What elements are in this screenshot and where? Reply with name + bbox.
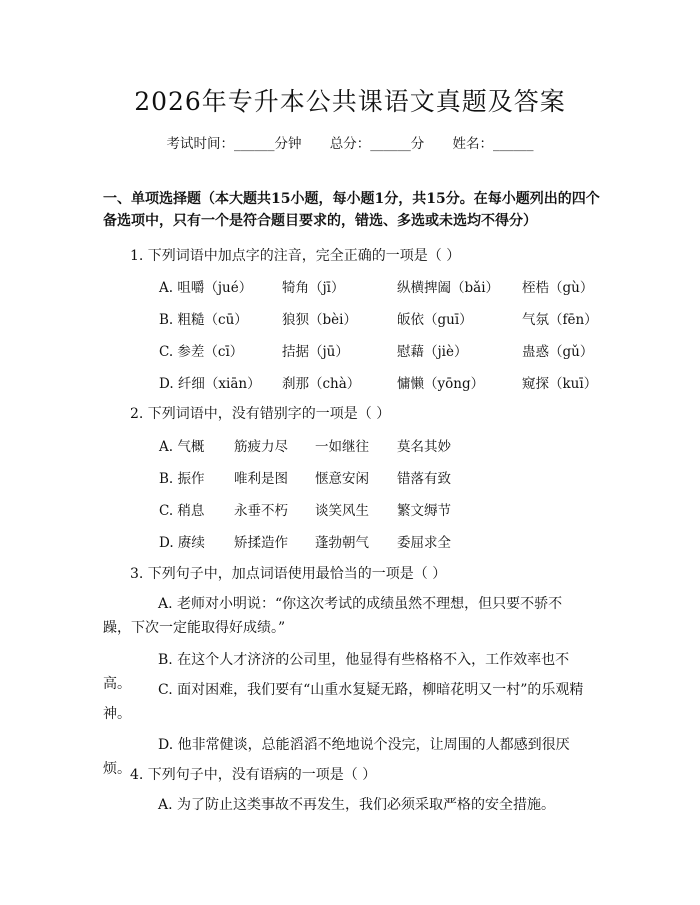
question-2-stem: 2. 下列词语中，没有错别字的一项是（ ） (130, 406, 391, 422)
q1-option-a-word3: 纵横捭阖（bǎi） (397, 280, 500, 296)
q3-option-a: A. 老师对小明说：“你这次考试的成绩虽然不理想，但只要不骄不躁，下次一定能取得好成绩。” (103, 596, 563, 636)
total-score-label: 总分：______分 (329, 136, 425, 152)
section-heading: 一、单项选择题（本大题共15小题，每小题1分，共15分。在每小题列出的四个备选项中，只有一个是符合题目要求的，错选、多选或未选均不得分） (103, 191, 600, 229)
question-1-stem: 1. 下列词语中加点字的注音，完全正确的一项是（ ） (130, 248, 461, 264)
q1-option-c-word2: 拮据（jū） (282, 344, 349, 360)
q2-option-b-word1: B. 振作 (159, 471, 205, 487)
q1-option-d-word4: 窥探（kuī） (522, 376, 598, 392)
q2-option-c-word3: 谈笑风生 (315, 503, 369, 519)
q2-option-c-word2: 永垂不朽 (234, 503, 288, 519)
q1-option-a-word4: 桎梏（gù） (522, 280, 594, 296)
q2-option-b-word2: 唯利是图 (234, 471, 288, 487)
q3-option-d: D. 他非常健谈，总能滔滔不绝地说个没完，让周围的人都感到很厌烦。 (103, 737, 570, 777)
question-4-stem: 4. 下列句子中，没有语病的一项是（ ） (130, 767, 377, 783)
q2-option-b-word3: 惬意安闲 (315, 471, 369, 487)
q1-option-d-word1: D. 纤细（xiān） (159, 376, 261, 392)
q2-option-a-word3: 一如继往 (315, 439, 369, 455)
name-label: 姓名：______ (452, 136, 534, 152)
q3-option-c: C. 面对困难，我们要有“山重水复疑无路，柳暗花明又一村”的乐观精神。 (103, 682, 584, 722)
q2-option-c-word1: C. 稍息 (159, 503, 205, 519)
q1-option-a-word2: 犄角（jī） (282, 280, 345, 296)
q2-option-a-word4: 莫名其妙 (397, 439, 451, 455)
exam-meta (0, 132, 700, 152)
q2-option-d-word2: 矫揉造作 (234, 535, 288, 551)
question-3-stem: 3. 下列句子中，加点词语使用最恰当的一项是（ ） (130, 566, 447, 582)
q2-option-d-word1: D. 赓续 (159, 535, 205, 551)
q3-option-b: B. 在这个人才济济的公司里，他显得有些格格不入，工作效率也不高。 (103, 652, 570, 692)
q2-option-d-word4: 委屈求全 (397, 535, 451, 551)
q1-option-d-word2: 刹那（chà） (282, 376, 361, 392)
q1-option-c-word3: 慰藉（jiè） (397, 344, 468, 360)
page-title: 2026年专升本公共课语文真题及答案 (134, 87, 566, 116)
q1-option-b-word1: B. 粗糙（cū） (159, 312, 248, 328)
q1-option-c-word1: C. 参差（cī） (159, 344, 244, 360)
q4-option-a: A. 为了防止这类事故不再发生，我们必须采取严格的安全措施。 (158, 797, 556, 813)
q2-option-d-word3: 蓬勃朝气 (315, 535, 369, 551)
q1-option-c-word4: 蛊惑（gǔ） (522, 344, 594, 360)
q2-option-c-word4: 繁文缛节 (397, 503, 451, 519)
q1-option-d-word3: 慵懒（yōng） (397, 376, 485, 392)
q2-option-a-word2: 筋疲力尽 (234, 439, 288, 455)
q1-option-b-word3: 皈依（guī） (397, 312, 473, 328)
q1-option-b-word2: 狼狈（bèi） (282, 312, 357, 328)
q1-option-a-word1: A. 咀嚼（jué） (159, 280, 253, 296)
q2-option-a-word1: A. 气概 (159, 439, 205, 455)
q2-option-b-word4: 错落有致 (397, 471, 451, 487)
exam-time-label: 考试时间：______分钟 (166, 136, 302, 152)
q1-option-b-word4: 气氛（fēn） (522, 312, 598, 328)
